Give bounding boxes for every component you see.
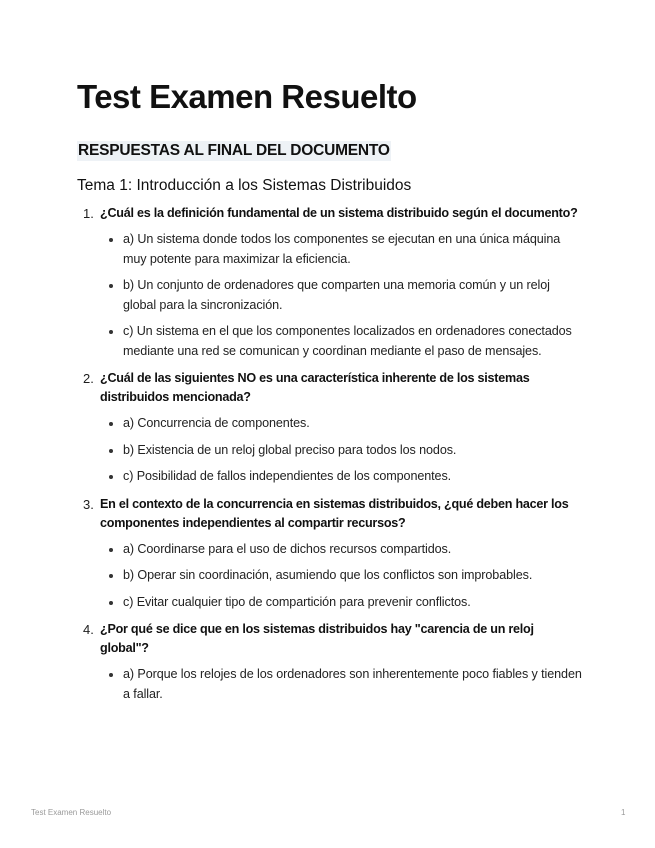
answer-option xyxy=(100,467,582,487)
answer-options xyxy=(100,540,582,613)
question-number: 3. xyxy=(83,496,94,512)
bullet-icon xyxy=(109,574,113,578)
question-list xyxy=(77,204,582,704)
answer-option xyxy=(100,540,582,560)
answers-notice: RESPUESTAS AL FINAL DEL DOCUMENTO xyxy=(78,142,390,159)
question-number: 1. xyxy=(83,206,94,221)
bullet-icon xyxy=(109,238,113,242)
footer-page-number: 1 xyxy=(621,808,626,817)
answer-option-text: b) Existencia de un reloj global preciso para todos los nodos. xyxy=(123,442,457,457)
question-item xyxy=(77,620,582,704)
bullet-icon xyxy=(109,449,113,453)
question-number: 4. xyxy=(83,622,94,637)
bullet-icon xyxy=(109,673,113,677)
bullet-icon xyxy=(109,330,113,334)
answer-options xyxy=(100,665,582,704)
bullet-icon xyxy=(109,422,113,426)
question-text: ¿Cuál de las siguientes NO es una característica inherente de los sistemas distribuidos mencionada? xyxy=(100,371,530,404)
answer-option xyxy=(100,322,582,361)
question-item xyxy=(77,495,582,613)
answer-option-text: a) Porque los relojes de los ordenadores son inherentemente poco fiables y tienden a fallar. xyxy=(123,667,582,701)
answer-option xyxy=(100,665,582,704)
page-title: Test Examen Resuelto xyxy=(77,78,417,115)
question-text: ¿Cuál es la definición fundamental de un sistema distribuido según el documento? xyxy=(100,206,578,220)
question-text: En el contexto de la concurrencia en sistemas distribuidos, ¿qué deben hacer los componentes independientes al compartir recursos? xyxy=(100,496,569,530)
answer-option xyxy=(100,230,582,269)
answer-option-text: c) Evitar cualquier tipo de compartición para prevenir conflictos. xyxy=(123,594,471,609)
answer-option-text: c) Posibilidad de fallos independientes de los componentes. xyxy=(123,469,452,483)
answer-option-text: a) Concurrencia de componentes. xyxy=(123,416,310,430)
answer-option-text: b) Operar sin coordinación, asumiendo que los conflictos son improbables. xyxy=(123,568,533,582)
section-heading: Tema 1: Introducción a los Sistemas Distribuidos xyxy=(77,177,412,194)
bullet-icon xyxy=(109,601,113,605)
answer-option xyxy=(100,276,582,315)
question-text: ¿Por qué se dice que en los sistemas distribuidos hay "carencia de un reloj global"? xyxy=(100,622,534,655)
bullet-icon xyxy=(109,548,113,552)
answer-option-text: a) Coordinarse para el uso de dichos recursos compartidos. xyxy=(123,541,452,556)
answer-option-text: b) Un conjunto de ordenadores que comparten una memoria común y un reloj global para la sincronización. xyxy=(123,278,550,312)
answer-option-text: c) Un sistema en el que los componentes localizados en ordenadores conectados mediante una red se comunican y coordinan mediante el paso de mensajes. xyxy=(123,324,572,358)
answer-option xyxy=(100,441,582,461)
question-number: 2. xyxy=(83,371,94,386)
footer-document-title: Test Examen Resuelto xyxy=(31,808,112,817)
bullet-icon xyxy=(109,284,113,288)
question-item xyxy=(77,204,582,361)
answer-option-text: a) Un sistema donde todos los componentes se ejecutan en una única máquina muy potente para maximizar la eficiencia. xyxy=(123,232,561,266)
answer-option xyxy=(100,566,582,586)
answer-option xyxy=(100,593,582,613)
answer-option xyxy=(100,414,582,434)
answer-options xyxy=(100,414,582,487)
bullet-icon xyxy=(109,475,113,479)
question-item xyxy=(77,369,582,487)
answer-options xyxy=(100,230,582,361)
